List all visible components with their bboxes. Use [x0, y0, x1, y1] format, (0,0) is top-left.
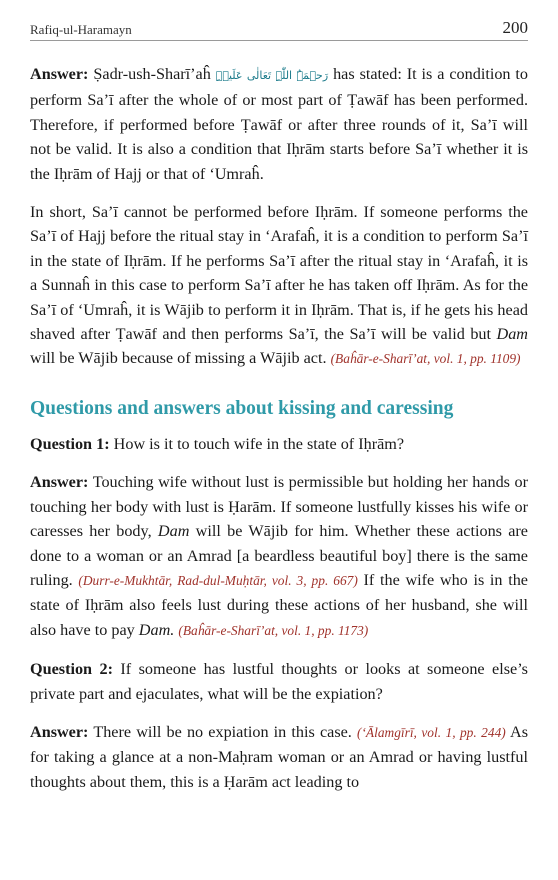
term-dam: Dam [157, 522, 190, 541]
paragraph-text: In short, Sa’ī cannot be performed before Iḥrām. If someone performs the Sa’ī of Hajj before the ritual stay in ‘Arafaĥ, it is a condition to perform Sa’ī in the state of Iḥrām. If he performs Sa’ī after the ritual stay in ‘Arafaĥ, it is a Sunnaĥ in this case to perform Sa’ī after he has taken off Iḥrām. As for the Sa’ī of ‘Umraĥ, it is Wājib to perform it in Iḥrām. That is, if he gets his head shaved after Ṭawāf and then performs Sa’ī, the Sa’ī will be valid but [30, 203, 528, 344]
citation: (Baĥār-e-Sharī’at, vol. 1, pp. 1173) [178, 622, 369, 638]
answer-1 [30, 470, 528, 643]
page-content [30, 62, 528, 808]
answer-text: will be Wājib for him. Whether these actions are done to a woman or an Amrad [a beardless beautiful boy] there is the same ruling. [30, 522, 528, 589]
paragraph-2 [30, 200, 528, 372]
page-number: 200 [502, 18, 528, 37]
answer-label: Answer: [30, 65, 89, 83]
question-text: If someone has lustful thoughts or looks at someone else’s private part and ejaculates, what will be the expiation? [30, 660, 528, 703]
page-header [30, 18, 528, 41]
question-text: How is it to touch wife in the state of Iḥrām? [113, 434, 405, 453]
question-2 [30, 657, 528, 706]
answer-label: Answer: [30, 722, 89, 741]
question-label: Question 2: [30, 660, 113, 679]
answer-paragraph-1 [30, 62, 528, 186]
citation: (Baĥār-e-Sharī’at, vol. 1, pp. 1109) [330, 351, 521, 367]
honorific-text: رَحۡمَۃُ اللّٰہِ تَعَالٰی عَلَیۡہِ [215, 69, 329, 82]
question-label: Question 1: [30, 434, 110, 453]
answer-text: As for taking a glance at a non-Maḥram woman or an Amrad or having lustful thoughts about them, this is a Ḥarām act leading to [30, 722, 528, 791]
book-title: Rafiq-ul-Haramayn [30, 22, 132, 37]
answer-text: If the wife who is in the state of Iḥrām also feels lust during these actions of her husband, she will also have to pay [30, 570, 528, 639]
term-dam: Dam. [138, 620, 175, 639]
scholar-name: Ṣadr-ush-Sharī’aĥ [93, 65, 211, 83]
citation: (Durr-e-Mukhtār, Rad-dul-Muḥtār, vol. 3, pp. 667) [78, 572, 358, 588]
answer-label: Answer: [30, 473, 89, 492]
question-1 [30, 432, 528, 456]
paragraph-text: will be Wājib because of missing a Wājib act. [30, 349, 327, 368]
paragraph-text: has stated: It is a condition to perform Sa’ī after the whole of or most part of Ṭawāf has been performed. Therefore, if performed before Ṭawāf or after three rounds of it, Sa’ī will not be valid. It is also a condition that Iḥrām starts before Sa’ī whether it is the Iḥrām of Hajj or that of ‘Umraĥ. [30, 65, 529, 183]
section-heading: Questions and answers about kissing and caressing [30, 397, 454, 419]
citation: (‘Ālamgīrī, vol. 1, pp. 244) [357, 724, 506, 740]
answer-text: Touching wife without lust is permissible but holding her hands or touching her body with lust is Ḥarām. If someone lustfully kisses his wife or caresses her body, [30, 473, 528, 541]
answer-text: There will be no expiation in this case. [93, 722, 352, 741]
term-dam: Dam [496, 325, 528, 344]
answer-2 [30, 720, 528, 794]
